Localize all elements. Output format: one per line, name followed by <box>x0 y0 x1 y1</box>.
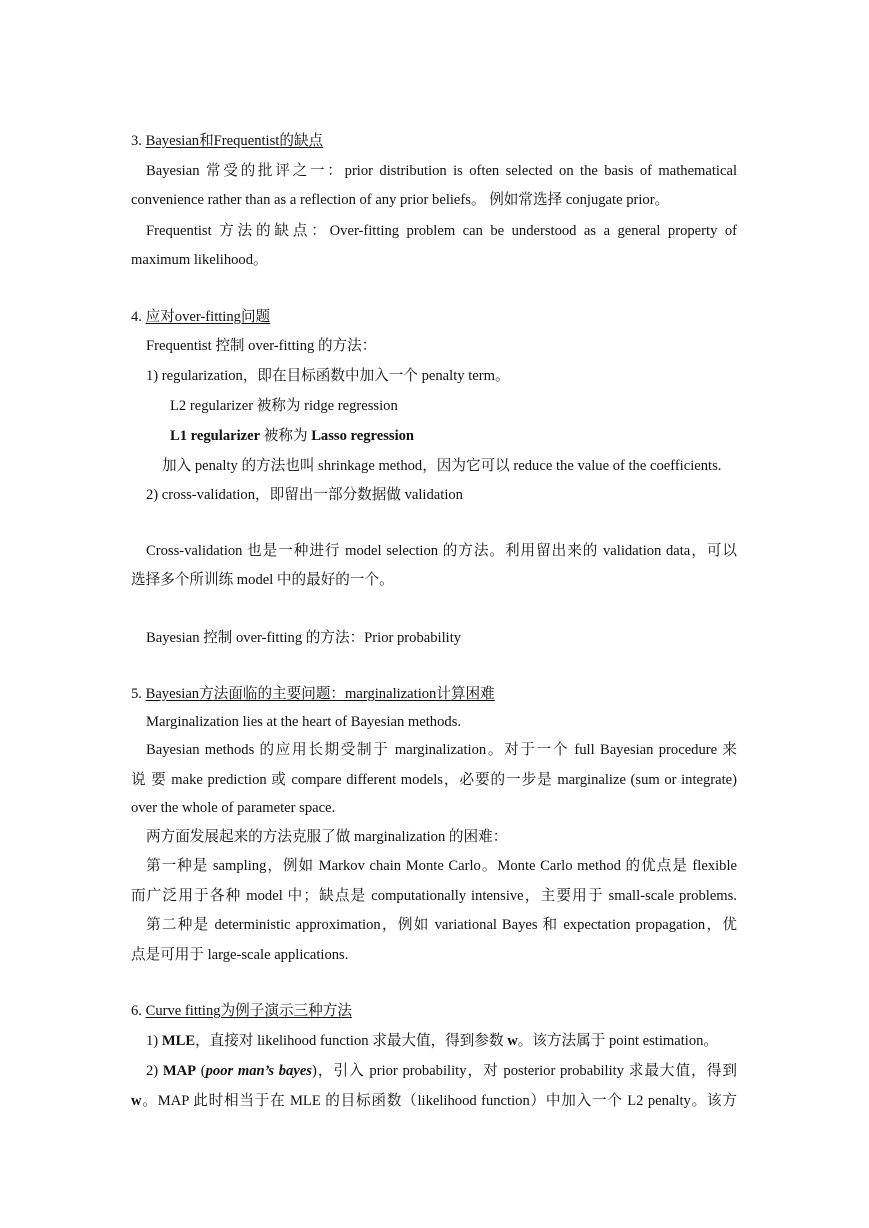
paragraph-line: L2 regularizer 被称为 ridge regression <box>170 398 398 414</box>
paragraph-line: Cross-validation 也是一种进行 model selection 的方法。利用留出来的 validation data，可以 <box>146 543 737 559</box>
paragraph-line: 加入 penalty 的方法也叫 shrinkage method，因为它可以 reduce the value of the coefficients. <box>162 458 722 474</box>
paragraph-line: convenience rather than as a reflection of any prior beliefs。 例如常选择 conjugate prior。 <box>131 192 670 208</box>
paragraph-line: over the whole of parameter space. <box>131 800 336 816</box>
paragraph-line: Frequentist 控制 over-fitting 的方法： <box>146 338 377 354</box>
section-6-heading: 6. Curve fitting为例子演示三种方法 <box>131 1003 352 1019</box>
paragraph-line: maximum likelihood。 <box>131 252 268 268</box>
paragraph-line: 选择多个所训练 model 中的最好的一个。 <box>131 572 394 588</box>
section-4-heading: 4. 应对over-fitting问题 <box>131 309 271 325</box>
paragraph-line: 说 要 make prediction 或 compare different models，必要的一步是 marginalize (sum or integrate) <box>131 772 737 788</box>
paragraph-line: Frequentist 方法的缺点：Over-fitting problem can be understood as a general property of <box>146 223 737 239</box>
list-item: 2) cross-validation，即留出一部分数据做 validation <box>146 487 463 503</box>
paragraph-line: 而广泛用于各种 model 中；缺点是 computationally intensive，主要用于 small-scale problems. <box>131 888 737 904</box>
paragraph-line: Marginalization lies at the heart of Bayesian methods. <box>146 714 462 730</box>
paragraph-line: 第二种是 deterministic approximation，例如 variational Bayes 和 expectation propagation，优 <box>146 917 737 933</box>
paragraph-line: Bayesian 常受的批评之一：prior distribution is often selected on the basis of mathematical <box>146 163 737 179</box>
paragraph-line: Bayesian methods 的应用长期受制于 marginalization。对于一个 full Bayesian procedure 来 <box>146 742 737 758</box>
paragraph-line: Bayesian 控制 over-fitting 的方法：Prior probability <box>146 630 462 646</box>
paragraph-line: 点是可用于 large-scale applications. <box>131 947 349 963</box>
paragraph-line: L1 regularizer 被称为 Lasso regression <box>170 428 415 444</box>
paragraph-line: 第一种是 sampling，例如 Markov chain Monte Carlo。Monte Carlo method 的优点是 flexible <box>146 858 737 874</box>
section-5-heading: 5. Bayesian方法面临的主要问题：marginalization计算困难 <box>131 686 495 702</box>
paragraph-line: 两方面发展起来的方法克服了做 marginalization 的困难： <box>146 829 508 845</box>
paragraph-line: w。MAP 此时相当于在 MLE 的目标函数（likelihood function）中加入一个 L2 penalty。该方 <box>131 1093 737 1109</box>
list-item: 1) MLE，直接对 likelihood function 求最大值，得到参数 w。该方法属于 point estimation。 <box>146 1033 719 1049</box>
list-item: 1) regularization，即在目标函数中加入一个 penalty term。 <box>146 368 510 384</box>
section-3-heading: 3. Bayesian和Frequentist的缺点 <box>131 133 324 149</box>
list-item: 2) MAP (poor man’s bayes)，引入 prior probability，对 posterior probability 求最大值，得到 <box>146 1063 737 1079</box>
